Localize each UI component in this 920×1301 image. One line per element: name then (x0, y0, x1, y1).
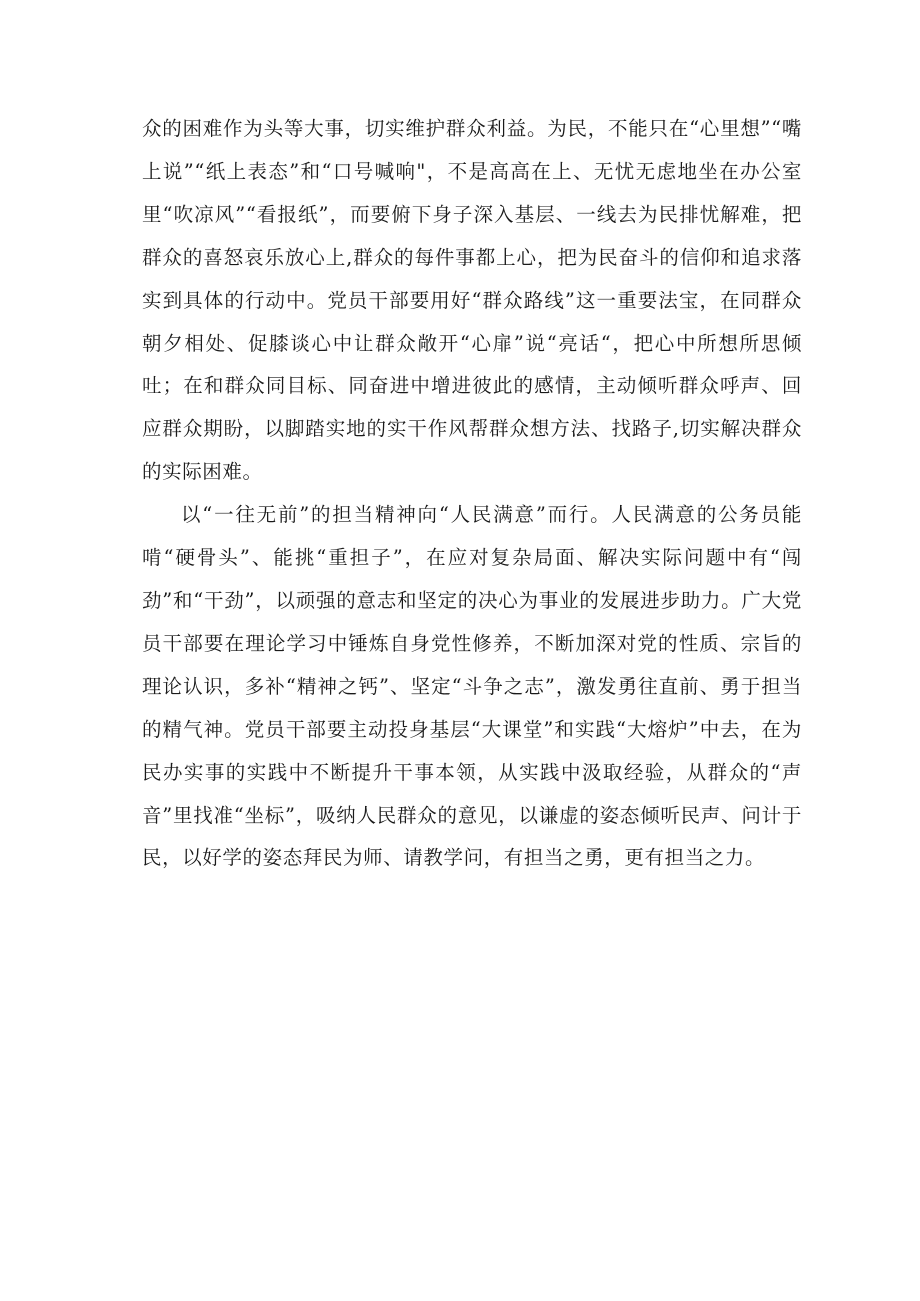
paragraph-1: 众的困难作为头等大事，切实维护群众利益。为民，不能只在“心里想”“嘴上说”“纸上表态”和“口号喊响"，不是高高在上、无忧无虑地坐在办公室里“吹凉风”“看报纸”，而要俯下身子深入基层、一线去为民排忧解难，把群众的喜怒哀乐放心上,群众的每件事都上心，把为民奋斗的信仰和追求落实到具体的行动中。党员干部要用好“群众路线”这一重要法宝，在同群众朝夕相处、促膝谈心中让群众敞开“心扉”说“亮话“，把心中所想所思倾吐；在和群众同目标、同奋进中增进彼此的感情，主动倾听群众呼声、回应群众期盼，以脚踏实地的实干作风帮群众想方法、找路子,切实解决群众的实际困难。 (142, 117, 802, 484)
paragraph-2: 以“一往无前”的担当精神向“人民满意”而行。人民满意的公务员能啃“硬骨头”、能挑“重担子”，在应对复杂局面、解决实际问题中有“闯劲”和“干劲”，以顽强的意志和坚定的决心为事业的发展进步助力。广大党员干部要在理论学习中锤炼自身党性修养，不断加深对党的性质、宗旨的理论认识，多补“精神之钙”、坚定“斗争之志”，激发勇往直前、勇于担当的精气神。党员干部要主动投身基层“大课堂”和实践“大熔炉”中去，在为民办实事的实践中不断提升干事本领，从实践中汲取经验，从群众的“声音”里找准“坐标”，吸纳人民群众的意见，以谦虚的姿态倾听民声、问计于民，以好学的姿态拜民为师、请教学问，有担当之勇，更有担当之力。 (142, 503, 802, 870)
document-body (142, 108, 802, 880)
